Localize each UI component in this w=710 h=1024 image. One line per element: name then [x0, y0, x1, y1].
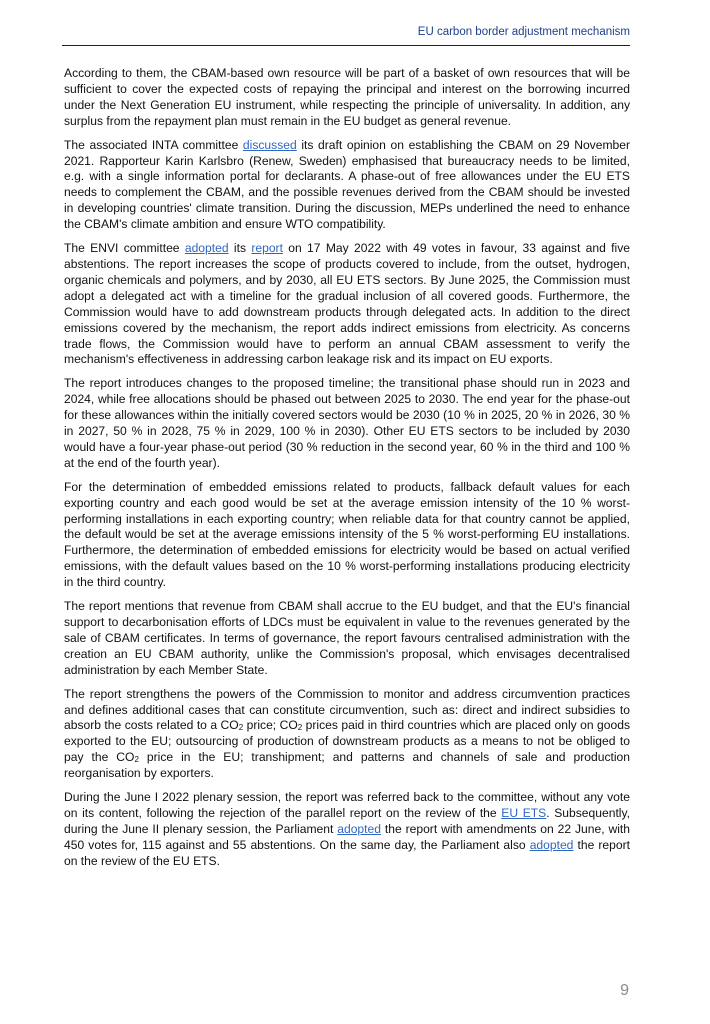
link-adopted-envi[interactable]: adopted — [184, 241, 229, 256]
paragraph-5: For the determination of embedded emissions related to products, fallback default values for each exporting country and each good would be set at the average emission intensity of the 10 % worst-performing installations in each exporting country; when reliable data for that country cannot be applied, the default would be set at the average emissions intensity of the 5 % worst-performing EU installations. Furthermore, the determination of embedded emissions for electricity would be based on actual verified emissions, with the default values based on the 10 % worst-performing installations producing electricity in the third country. — [64, 479, 630, 590]
paragraph-4: The report introduces changes to the proposed timeline; the transitional phase should run in 2023 and 2024, while free allocations should be phased out between 2025 to 2030. The end year for the phase-out for these allowances within the initially covered sectors would be 2030 (10 % in 2025, 20 % in 2026, 30 % in 2027, 50 % in 2028, 75 % in 2029, 100 % in 2030). Other EU ETS sectors to be included by 2030 would have a four-year phase-out period (30 % reduction in the second year, 60 % in the third and 100 % at the end of the fourth year). — [64, 376, 630, 470]
page-header — [62, 26, 630, 46]
document-body — [64, 66, 630, 878]
paragraph-8: During the June I 2022 plenary session, the report was referred back to the committee, without any vote on its content, following the rejection of the parallel report on the review of the EU ETS. Subsequently, during the June II plenary session, the Parliament adopted the report with amendments on 22 June, with 450 votes for, 115 against and 55 abstentions. On the same day, the Parliament also adopted the report on the review of the EU ETS. — [64, 790, 631, 868]
link-adopted-ets-review[interactable]: adopted — [529, 837, 574, 852]
paragraph-7: The report strengthens the powers of the Commission to monitor and address circumvention practices and defines additional cases that can constitute circumvention, such as: direct and indirect subsidies to absorb the costs related to a $CO_2$ price; $CO_2$ prices paid in third countries which are placed only on goods exported to the EU; outsourcing of production of downstream products as a means to not be obliged to pay the $CO_2$ price in the EU; transhipment; and patterns and channels of sale and production reorganisation by exporters. — [64, 686, 630, 781]
paragraph-6: The report mentions that revenue from CBAM shall accrue to the EU budget, and that the EU's financial support to decarbonisation efforts of LDCs must be equivalent in value to the revenues generated by the sale of CBAM certificates. In terms of governance, the report favours centralised administration with the creation an EU CBAM authority, unlike the Commission's proposal, which envisages decentralised administration by each Member State. — [64, 599, 630, 677]
link-adopted-plenary[interactable]: adopted — [337, 821, 381, 836]
header-title: EU carbon border adjustment mechanism — [417, 26, 630, 38]
paragraph-3: The ENVI committee adopted its report on 17 May 2022 with 49 votes in favour, 33 against and five abstentions. The report increases the scope of products covered to include, from the outset, hydrogen, organic chemicals and polymers, and by 2030, all EU ETS sectors. By June 2025, the Commission must adopt a delegated act with a timeline for the gradual inclusion of all covered goods. Furthermore, the Commission would have to add downstream products through delegated acts. In addition to the direct emissions covered by the mechanism, the report adds indirect emissions from electricity. As concerns trade flows, the Commission would have to perform an annual CBAM assessment to verify the mechanism's effectiveness in addressing carbon leakage risk and its impact on EU exports. — [64, 241, 630, 367]
link-eu-ets[interactable]: EU ETS — [501, 805, 547, 820]
paragraph-1: According to them, the CBAM-based own resource will be part of a basket of own resources that will be sufficient to cover the expected costs of repaying the principal and interest on the borrowing incurred under the Next Generation EU instrument, while respecting the principle of universality. In addition, any surplus from the repayment plan must remain in the EU budget as general revenue. — [64, 66, 630, 128]
link-report[interactable]: report — [251, 241, 283, 256]
link-discussed[interactable]: discussed — [242, 137, 297, 152]
paragraph-2: The associated INTA committee discussed its draft opinion on establishing the CBAM on 29 November 2021. Rapporteur Karin Karlsbro (Renew, Sweden) emphasised that bureaucracy needs to be limited, e.g. with a single information portal for declarants. A phase-out of free allowances under the EU ETS needs to complement the CBAM, and the possible revenues derived from the CBAM should be invested in developing countries' climate transition. During the discussion, MEPs underlined the need to enhance the CBAM's climate ambition and ensure WTO compatibility. — [64, 137, 630, 232]
page-number: 9 — [620, 982, 629, 999]
